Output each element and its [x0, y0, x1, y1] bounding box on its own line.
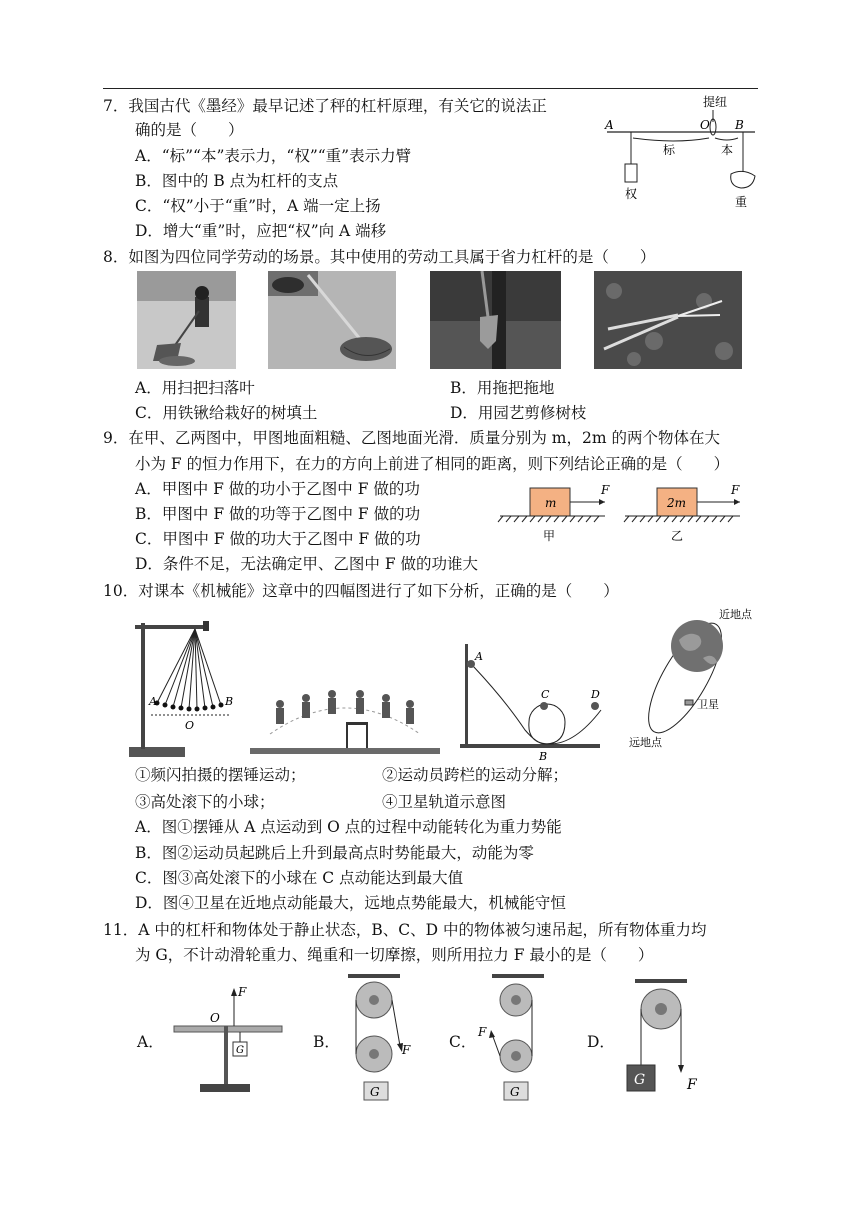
- fig-label-d-f: F: [687, 1077, 697, 1093]
- q7-option-b[interactable]: B．图中的 B 点为杠杆的支点: [135, 172, 339, 190]
- q10-satellite-orbit-figure: [625, 600, 765, 750]
- q10-caption-4: ④卫星轨道示意图: [382, 793, 507, 811]
- fig-label-d-g: G: [634, 1072, 646, 1088]
- photo-pruning-shears: [594, 271, 742, 369]
- q9-option-c[interactable]: C．甲图中 F 做的功大于乙图中 F 做的功: [135, 530, 421, 548]
- q10-option-c[interactable]: C．图③高处滚下的小球在 C 点动能达到最大值: [135, 869, 464, 887]
- q11-option-d[interactable]: D．: [587, 1033, 615, 1051]
- q11-pulley-c-figure: [474, 970, 564, 1110]
- q11-option-a[interactable]: A．: [137, 1033, 164, 1051]
- q10-option-b[interactable]: B．图②运动员起跳后上升到最高点时势能最大，动能为零: [135, 844, 534, 862]
- fig-label-b: B: [735, 118, 744, 132]
- q10-caption-3: ③高处滚下的小球；: [135, 793, 275, 811]
- fig-label-track-c: C: [541, 688, 550, 701]
- fig-label-b-g: G: [370, 1085, 380, 1099]
- fig-label-ben: 本: [721, 143, 734, 157]
- fig-label-lever-o: O: [210, 1011, 220, 1025]
- q9-blocks-figure: [495, 480, 755, 550]
- fig-label-m: m: [545, 496, 557, 510]
- fig-label-a: A: [605, 118, 614, 132]
- q11-pulley-d-figure: [615, 975, 715, 1095]
- q10-rolling-ball-figure: [455, 640, 605, 760]
- q11-lever-figure: [168, 982, 288, 1094]
- q10-option-d[interactable]: D．图④卫星在近地点动能最大，远地点势能最大，机械能守恒: [135, 894, 566, 912]
- fig-label-f2: F: [731, 483, 740, 497]
- fig-label-pendulum-o: O: [185, 719, 195, 732]
- fig-label-track-d: D: [591, 688, 600, 701]
- q10-caption-1: ①频闪拍摄的摆锤运动；: [135, 766, 306, 784]
- fig-label-sat: 卫星: [697, 698, 719, 711]
- q9-option-d[interactable]: D．条件不足，无法确定甲、乙图中 F 做的功谁大: [135, 555, 479, 573]
- q9-option-b[interactable]: B．甲图中 F 做的功等于乙图中 F 做的功: [135, 505, 421, 523]
- fig-label-o: O: [700, 118, 710, 132]
- q9-option-a[interactable]: A．甲图中 F 做的功小于乙图中 F 做的功: [135, 480, 420, 498]
- q7-steelyard-figure: [595, 92, 770, 212]
- q7-option-c[interactable]: C．“权”小于“重”时，A 端一定上扬: [135, 197, 381, 215]
- q7-stem-line1: 7．我国古代《墨经》最早记述了秤的杠杆原理，有关它的说法正: [103, 97, 547, 115]
- q8-option-a[interactable]: A．用扫把扫落叶: [135, 379, 255, 397]
- q8-option-d[interactable]: D．用园艺剪修树枝: [450, 404, 587, 422]
- header-rule: [103, 88, 758, 89]
- q8-stem: 8．如图为四位同学劳动的场景。其中使用的劳动工具属于省力杠杆的是（ ）: [103, 248, 656, 266]
- q10-hurdler-figure: [250, 688, 440, 760]
- fig-label-near: 近地点: [719, 608, 752, 621]
- fig-label-lever-f: F: [238, 985, 247, 999]
- fig-label-tizu: 提纽: [703, 95, 728, 109]
- fig-label-pendulum-b: B: [225, 695, 234, 708]
- q11-option-b[interactable]: B．: [313, 1033, 340, 1051]
- photo-sweeping-leaves: [137, 271, 236, 369]
- fig-label-biao: 标: [663, 143, 676, 157]
- fig-label-quan: 权: [625, 187, 638, 201]
- q10-pendulum-figure: [125, 615, 235, 760]
- fig-label-2m: 2m: [667, 496, 687, 510]
- fig-label-zhong: 重: [735, 195, 748, 209]
- fig-label-b-f: F: [402, 1043, 411, 1057]
- fig-label-track-b: B: [539, 750, 548, 760]
- fig-label-track-a: A: [475, 650, 483, 663]
- fig-label-jia: 甲: [543, 529, 556, 543]
- q11-stem-line1: 11．A 中的杠杆和物体处于静止状态，B、C、D 中的物体被匀速吊起，所有物体重力均: [103, 921, 707, 939]
- q11-option-c[interactable]: C．: [449, 1033, 477, 1051]
- q8-option-b[interactable]: B．用拖把拖地: [450, 379, 555, 397]
- q10-option-a[interactable]: A．图①摆锤从 A 点运动到 O 点的过程中动能转化为重力势能: [135, 818, 562, 836]
- q9-stem-line2: 小为 F 的恒力作用下，在力的方向上前进了相同的距离，则下列结论正确的是（ ）: [135, 455, 730, 473]
- fig-label-c-f: F: [478, 1025, 487, 1039]
- q11-pulley-b-figure: [340, 970, 430, 1110]
- q7-option-a[interactable]: A．“标”“本”表示力，“权”“重”表示力臂: [135, 147, 412, 165]
- fig-label-far: 远地点: [629, 736, 662, 749]
- q7-stem-line2: 确的是（ ）: [135, 121, 244, 139]
- fig-label-c-g: G: [510, 1085, 520, 1099]
- fig-label-pendulum-a: A: [149, 695, 157, 708]
- q10-stem: 10．对课本《机械能》这章中的四幅图进行了如下分析，正确的是（ ）: [103, 582, 619, 600]
- fig-label-yi: 乙: [671, 529, 684, 543]
- q7-option-d[interactable]: D．增大“重”时，应把“权”向 A 端移: [135, 222, 387, 240]
- q8-option-c[interactable]: C．用铁锹给栽好的树填土: [135, 404, 318, 422]
- q11-stem-line2: 为 G，不计动滑轮重力、绳重和一切摩擦，则所用拉力 F 最小的是（ ）: [135, 946, 654, 964]
- q10-caption-2: ②运动员跨栏的运动分解；: [382, 766, 569, 784]
- q9-stem-line1: 9．在甲、乙两图中，甲图地面粗糙、乙图地面光滑．质量分别为 m，2m 的两个物体在大: [103, 429, 720, 447]
- photo-mopping-floor: [268, 271, 396, 369]
- photo-shovel-soil: [430, 271, 561, 369]
- fig-label-lever-g: G: [236, 1045, 244, 1056]
- fig-label-f1: F: [601, 483, 610, 497]
